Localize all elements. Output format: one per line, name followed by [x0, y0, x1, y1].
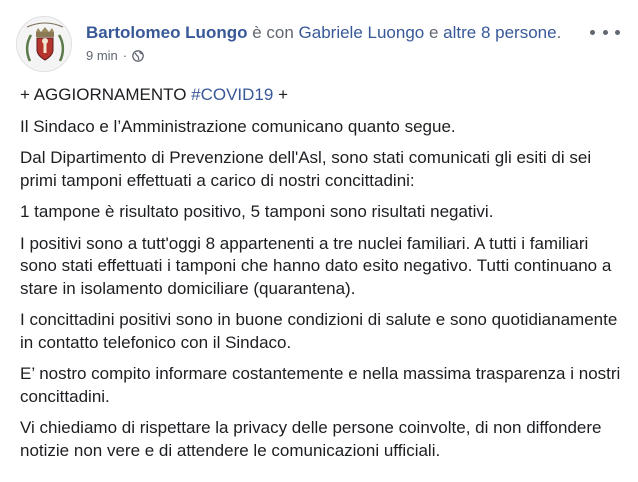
globe-icon[interactable] — [132, 50, 144, 62]
others-link[interactable]: altre 8 persone — [443, 23, 557, 42]
author-name-link[interactable]: Bartolomeo Luongo — [86, 23, 248, 42]
paragraph: I concittadini positivi sono in buone condizioni di salute e sono quotidianamente in contatto telefonico con il Sindaco. — [20, 310, 618, 352]
headline-suffix: + — [273, 85, 288, 104]
post-header — [16, 16, 628, 72]
paragraph: Dal Dipartimento di Prevenzione dell'Asl, sono stati comunicati gli esiti di sei primi tamponi effettuati a carico di nostri concittadini: — [20, 148, 592, 190]
meta-separator: · — [122, 48, 128, 63]
hashtag-covid19-link[interactable]: #COVID19 — [191, 85, 274, 104]
paragraph: I positivi sono a tutt'oggi 8 appartenenti a tre nuclei familiari. A tutti i familiari sono stati effettuati i tamponi che hanno dato esito negativo. Tutti continuano a stare in isolamento domiciliare (quarantena). — [20, 233, 612, 298]
post-timestamp[interactable]: 9 min — [86, 48, 118, 63]
more-options-icon[interactable] — [590, 22, 620, 42]
and-text: e — [424, 23, 444, 42]
paragraph: Vi chiediamo di rispettare la privacy delle persone coinvolte, di non diffondere notizie non vere e di attendere le comunicazioni ufficiali. — [20, 418, 602, 460]
more-dot — [603, 30, 608, 35]
with-text: è con — [247, 23, 299, 42]
more-dot — [590, 30, 595, 35]
more-dot — [615, 30, 620, 35]
post-meta — [86, 48, 568, 64]
headline — [20, 84, 628, 107]
paragraph: E’ nostro compito informare costantemente e nella massima trasparenza i nostri concittadini. — [20, 364, 621, 406]
header-text — [86, 22, 568, 64]
post-title-line — [86, 22, 568, 44]
author-avatar[interactable] — [16, 16, 72, 72]
title-period: . — [556, 23, 562, 42]
municipal-crest-icon — [17, 17, 72, 72]
headline-prefix: + AGGIORNAMENTO — [20, 85, 192, 104]
post-body — [20, 84, 628, 471]
tagged-person-link[interactable]: Gabriele Luongo — [298, 23, 425, 42]
paragraph: 1 tampone è risultato positivo, 5 tamponi sono risultati negativi. — [20, 202, 494, 221]
paragraph: Il Sindaco e l’Amministrazione comunicano quanto segue. — [20, 116, 456, 136]
